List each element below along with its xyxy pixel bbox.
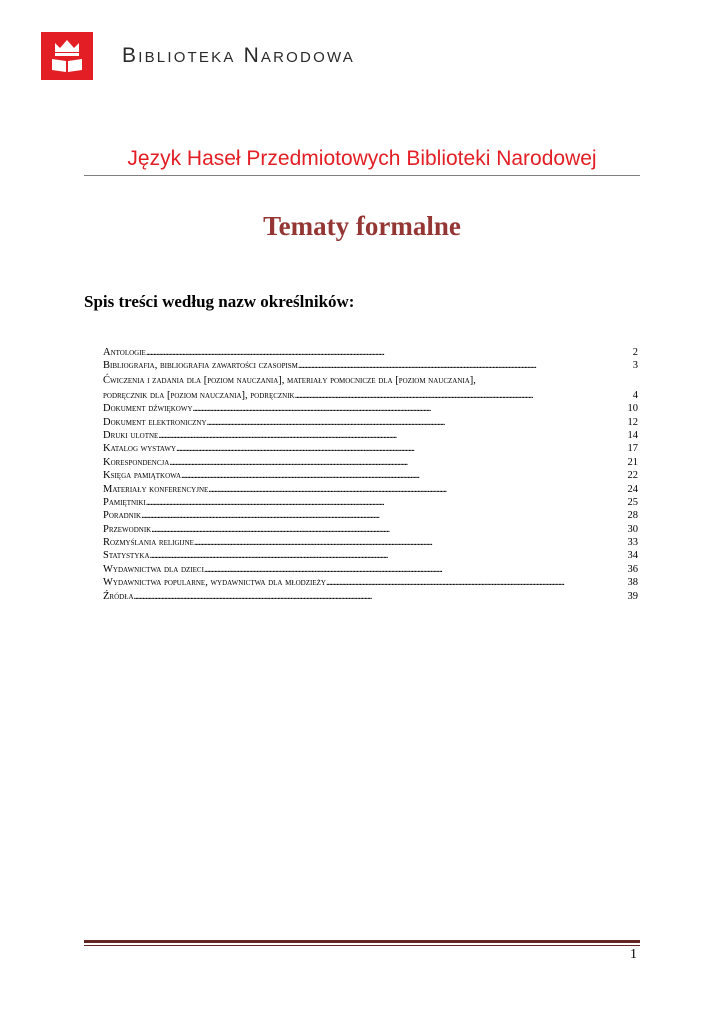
toc-entry-page: 21 bbox=[627, 456, 638, 468]
toc-entry-title: Źródła bbox=[103, 590, 134, 602]
table-of-contents bbox=[103, 346, 638, 603]
toc-entry-page: 2 bbox=[632, 347, 638, 358]
toc-entry-title: Wydawnictwa popularne, wydawnictwa dla młodzieży bbox=[103, 577, 326, 589]
toc-entry-title: podręcznik dla [poziom nauczania], podręcznik bbox=[103, 389, 295, 401]
toc-entry-page: 30 bbox=[627, 523, 638, 535]
toc-entry[interactable] bbox=[103, 416, 638, 429]
toc-entry[interactable] bbox=[103, 563, 638, 576]
toc-entry-title: Wydawnictwa dla dzieci bbox=[103, 563, 204, 575]
toc-entry[interactable] bbox=[103, 442, 638, 455]
toc-entry[interactable] bbox=[103, 496, 638, 509]
toc-entry-page: 4 bbox=[632, 389, 638, 401]
toc-entry-title: Korespondencja bbox=[103, 456, 170, 468]
toc-entry-page: 22 bbox=[627, 470, 638, 482]
toc-entry-page: 12 bbox=[627, 416, 638, 428]
toc-entry-page: 33 bbox=[627, 537, 638, 549]
org-name: Biblioteka Narodowa bbox=[122, 44, 355, 67]
document-subtitle: Język Haseł Przedmiotowych Biblioteki Narodowej bbox=[127, 147, 597, 170]
toc-entry-page: 39 bbox=[627, 590, 638, 602]
toc-entry-title: Dokument dźwiękowy bbox=[103, 403, 193, 415]
toc-entry-title: Bibliografia, bibliografia zawartości czasopism bbox=[103, 360, 298, 372]
toc-entry-page: 38 bbox=[627, 577, 638, 589]
toc-entry-page: 36 bbox=[627, 563, 638, 575]
toc-entry-page: 24 bbox=[627, 483, 638, 495]
toc-entry-page: 25 bbox=[627, 496, 638, 508]
toc-entry-page: 17 bbox=[627, 443, 638, 455]
toc-entry-title: Rozmyślania religijne bbox=[103, 537, 194, 549]
toc-entry-title: Pamiętniki bbox=[103, 496, 146, 508]
page-title: Tematy formalne bbox=[263, 211, 461, 241]
toc-entry[interactable] bbox=[103, 509, 638, 522]
footer-divider bbox=[84, 940, 640, 943]
toc-entry-title: Druki ulotne bbox=[103, 429, 159, 441]
footer-divider-thin bbox=[84, 945, 640, 946]
toc-entry[interactable] bbox=[103, 429, 638, 442]
toc-heading: Spis treści według nazw określników: bbox=[84, 292, 355, 311]
toc-entry[interactable] bbox=[103, 456, 638, 469]
toc-entry-title: Dokument elektroniczny bbox=[103, 416, 207, 428]
library-logo bbox=[41, 32, 93, 80]
toc-entry[interactable] bbox=[103, 469, 638, 482]
toc-entry-line[interactable] bbox=[103, 373, 638, 389]
toc-entry[interactable] bbox=[103, 346, 638, 359]
toc-entry[interactable] bbox=[103, 402, 638, 415]
toc-entry-title: Katalog wystawy bbox=[103, 443, 177, 455]
toc-entry[interactable] bbox=[103, 576, 638, 589]
toc-entry-page: 10 bbox=[627, 403, 638, 415]
toc-entry-title: Księga pamiątkowa bbox=[103, 470, 182, 482]
toc-entry[interactable] bbox=[103, 359, 638, 372]
toc-entry-title: Materiały konferencyjne bbox=[103, 483, 209, 495]
toc-entry[interactable] bbox=[103, 483, 638, 496]
toc-entry[interactable] bbox=[103, 523, 638, 536]
toc-entry-page: 3 bbox=[632, 360, 638, 372]
toc-entry[interactable] bbox=[103, 389, 638, 402]
toc-entry[interactable] bbox=[103, 590, 638, 603]
toc-entry-title: Poradnik bbox=[103, 510, 142, 522]
toc-entry-page: 34 bbox=[627, 550, 638, 562]
toc-entry-page: 28 bbox=[627, 510, 638, 522]
toc-entry[interactable] bbox=[103, 549, 638, 562]
crown-book-logo-icon bbox=[41, 32, 93, 80]
toc-entry-page: 14 bbox=[627, 429, 638, 441]
page-number: 1 bbox=[630, 947, 637, 962]
toc-entry-title: Ćwiczenia i zadania dla [poziom nauczania], materiały pomocnicze dla [poziom nauczania], bbox=[103, 374, 476, 386]
toc-entry[interactable] bbox=[103, 536, 638, 549]
toc-entry-title: Statystyka bbox=[103, 550, 150, 562]
header-divider bbox=[84, 175, 640, 176]
toc-entry-title: Antologie bbox=[103, 347, 146, 358]
toc-entry-title: Przewodnik bbox=[103, 523, 152, 535]
